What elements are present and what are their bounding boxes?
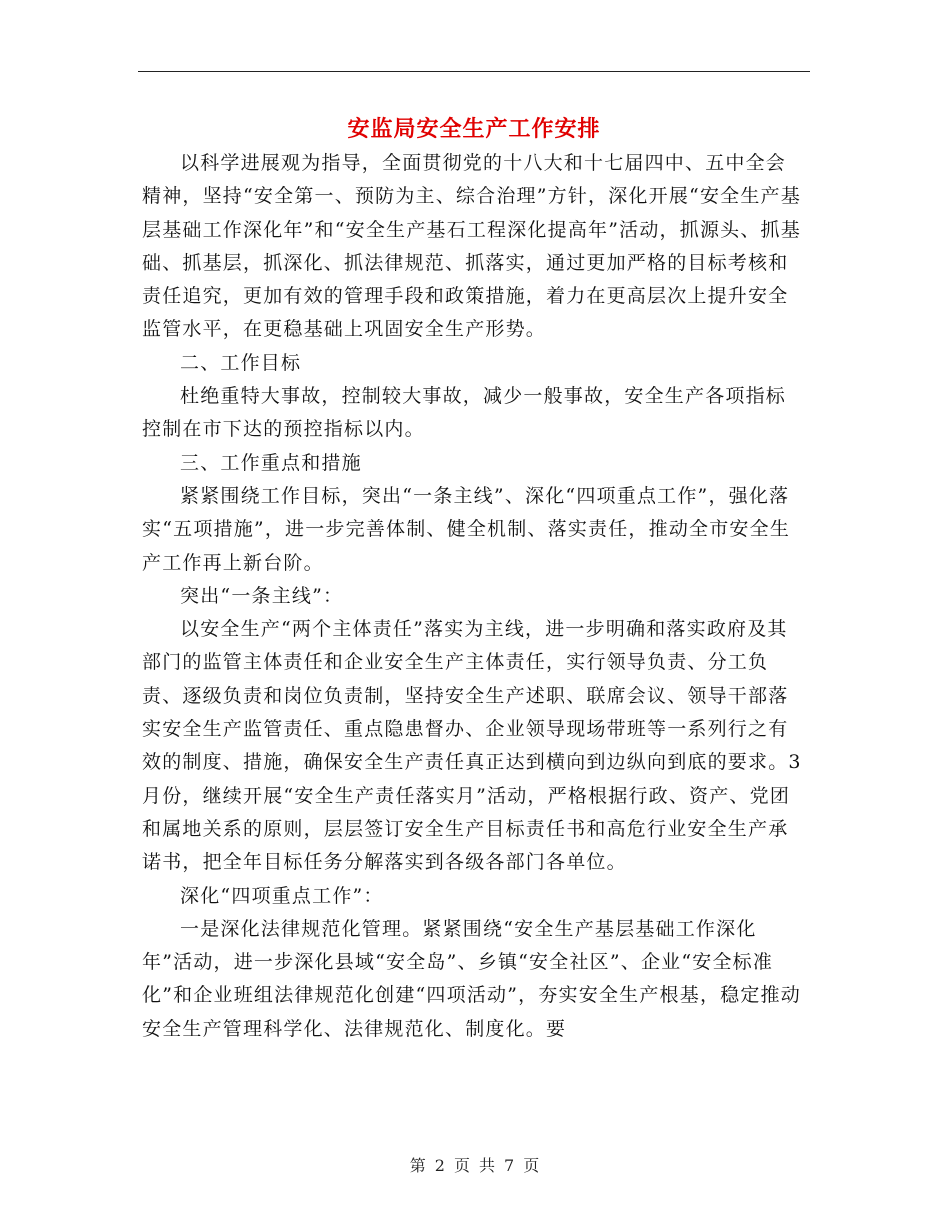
paragraph-guiding-ideology: 以科学进展观为指导，全面贯彻党的十八大和十七届四中、五中全会精神，坚持“安全第一、预防为主、综合治理”方针，深化开展“安全生产基层基础工作深化年”和“安全生产基石工程深化提高年”活动，抓源头、抓基础、抓基层，抓深化、抓法律规范、抓落实，通过更加严格的目标考核和责任追究，更加有效的管理手段和政策措施，着力在更高层次上提升安全监管水平，在更稳基础上巩固安全生产形势。 <box>142 152 801 341</box>
footer-page-number: 2 <box>434 1156 446 1175</box>
paragraph-key-work-overview: 紧紧围绕工作目标，突出“一条主线”、深化“四项重点工作”，强化落实“五项措施”，进一步完善体制、健全机制、落实责任，推动全市安全生产工作再上新台阶。 <box>142 484 791 574</box>
heading-work-goals: 二、工作目标 <box>180 351 302 374</box>
heading-key-work-measures: 三、工作重点和措施 <box>180 451 362 474</box>
footer-label-di: 第 <box>409 1156 427 1175</box>
header-rule <box>138 71 810 72</box>
footer-label-gong: 共 <box>479 1156 497 1175</box>
footer-label-ye: 页 <box>453 1156 471 1175</box>
document-title: 安监局安全生产工作安排 <box>347 116 601 142</box>
footer-label-ye-end: 页 <box>523 1156 541 1175</box>
paragraph-task-one: 一是深化法律规范化管理。紧紧围绕“安全生产基层基础工作深化年”活动，进一步深化县域“安全岛”、乡镇“安全社区”、企业“安全标准化”和企业班组法律规范化创建“四项活动”，夯实安全生产根基，稳定推动安全生产管理科学化、法律规范化、制度化。要 <box>142 917 801 1040</box>
page-footer <box>0 1153 950 1176</box>
subheading-four-key-tasks: 深化“四项重点工作”： <box>180 884 384 907</box>
footer-total-pages: 7 <box>504 1156 516 1175</box>
document-body <box>142 147 802 1046</box>
subheading-main-line: 突出“一条主线”： <box>180 584 344 607</box>
paragraph-work-goals: 杜绝重特大事故，控制较大事故，减少一般事故，安全生产各项指标控制在市下达的预控指标以内。 <box>142 385 787 441</box>
paragraph-main-line: 以安全生产“两个主体责任”落实为主线，进一步明确和落实政府及其部门的监管主体责任和企业安全生产主体责任，实行领导负责、分工负责、逐级负责和岗位负责制，坚持安全生产述职、联席会议、领导干部落实安全生产监管责任、重点隐患督办、企业领导现场带班等一系列行之有效的制度、措施，确保安全生产责任真正达到横向到边纵向到底的要求。3月份，继续开展“安全生产责任落实月”活动，严格根据行政、资产、党团和属地关系的原则，层层签订安全生产目标责任书和高危行业安全生产承诺书，把全年目标任务分解落实到各级各部门各单位。 <box>142 618 802 874</box>
